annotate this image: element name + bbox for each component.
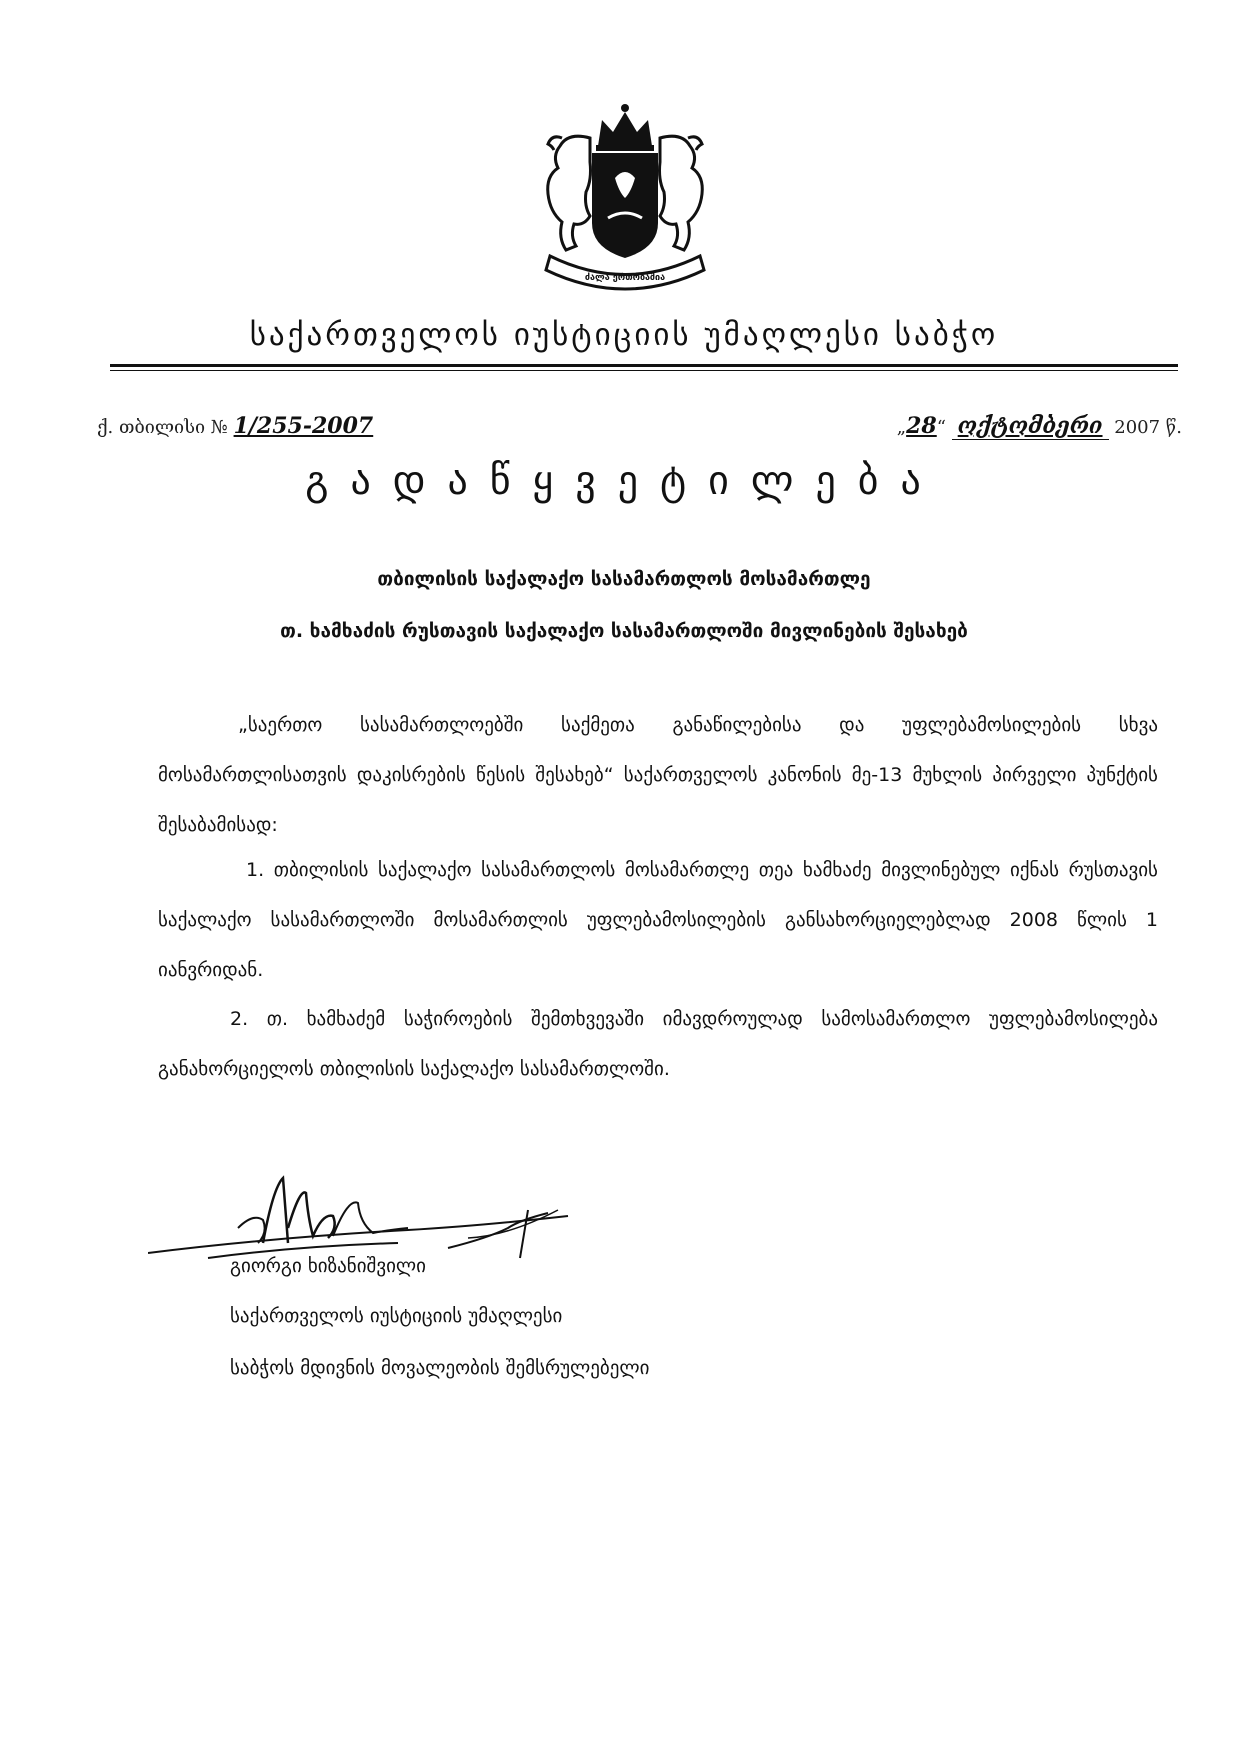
date-month: ოქტომბერი — [957, 413, 1103, 439]
signatory-title-line-1: საქართველოს იუსტიციის უმაღლესი — [230, 1305, 563, 1327]
signatory-title-line-2: საბჭოს მდივნის მოვალეობის შემსრულებელი — [230, 1357, 650, 1379]
header-divider-thick — [110, 364, 1178, 367]
date-open-quote: „ — [896, 417, 907, 438]
handwritten-signature — [148, 1158, 648, 1268]
subject-heading-line-1: თბილისის საქალაქო სასამართლოს მოსამართლე — [377, 568, 871, 590]
document-type-title: გადაწყვეტილება — [305, 458, 943, 504]
date-year: 2007 — [1114, 417, 1161, 438]
date-day: 28 — [906, 413, 937, 439]
subject-heading-line-2: თ. ხამხაძის რუსთავის საქალაქო სასამართლოში მივლინების შესახებ — [280, 620, 968, 642]
document-number: 1/255-2007 — [233, 413, 374, 439]
institution-title: საქართველოს იუსტიციის უმაღლესი საბჭო — [249, 317, 999, 353]
date-year-suffix: წ. — [1165, 417, 1182, 438]
legal-basis-paragraph: „საერთო სასამართლოებში საქმეთა განაწილებისა და უფლებამოსილების სხვა მოსამართლისათვის დაკისრების წესის შესახებ“ საქართველოს კანონის მე-13 მუხლის პირველი პუნქტის შესაბამისად: — [158, 714, 1158, 836]
document-number-line — [97, 413, 373, 439]
place-label: ქ. თბილისი № — [97, 417, 228, 438]
document-date — [897, 413, 1182, 440]
decision-item-2: 2. თ. ხამხაძემ საჭიროების შემთხვევაში იმავდროულად სამოსამართლო უფლებამოსილება განახორციელოს თბილისის საქალაქო სასამართლოში. — [158, 1008, 1158, 1080]
coat-of-arms-icon — [510, 98, 740, 298]
date-close-quote: “ — [936, 417, 946, 438]
header-divider-thin — [110, 370, 1178, 371]
emblem-motto: ძალა ერთობაშია — [584, 273, 666, 283]
signatory-name: გიორგი ხიზანიშვილი — [230, 1255, 426, 1277]
decision-item-1: 1. თბილისის საქალაქო სასამართლოს მოსამართლე თეა ხამხაძე მივლინებულ იქნას რუსთავის საქალაქო სასამართლოში მოსამართლის უფლებამოსილების განსახორციელებლად 2008 წლის 1 იანვრიდან. — [158, 859, 1158, 981]
